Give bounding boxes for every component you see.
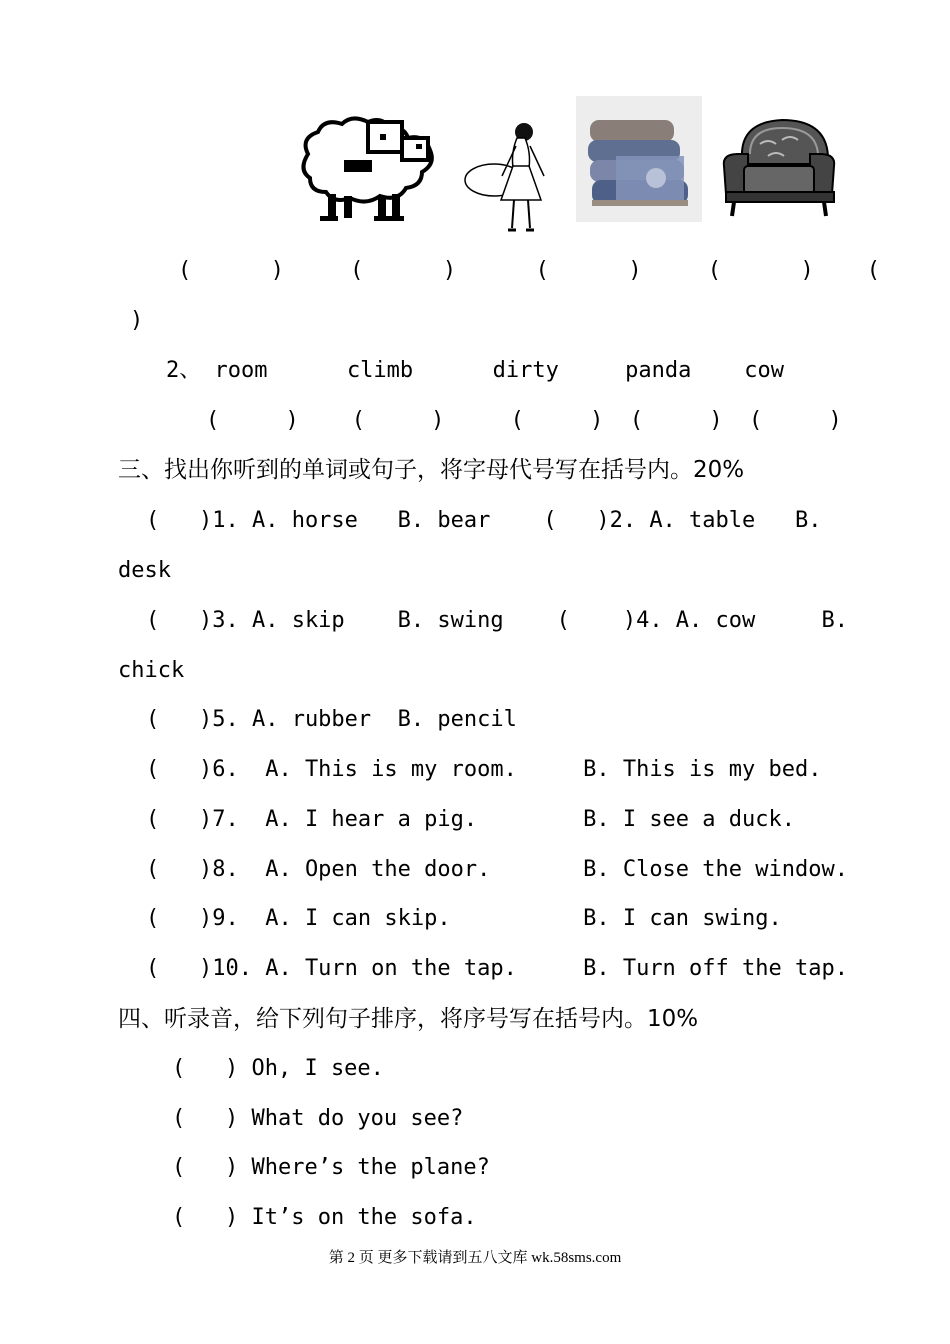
section-3-line-9: ( )9. A. I can skip. B. I can swing. xyxy=(146,906,782,931)
word-list: 2、 room climb dirty panda cow xyxy=(166,358,785,383)
word-answer-brackets: ( ) ( ) ( ) ( ) ( ) xyxy=(206,408,842,433)
section-3-line-7: ( )7. A. I hear a pig. B. I see a duck. xyxy=(146,807,796,832)
section-3-line-5: ( )5. A. rubber B. pencil xyxy=(146,707,517,732)
picture-answer-brackets: ( ) ( ) ( ) ( ) ( xyxy=(178,258,880,283)
towels-picture xyxy=(576,96,702,222)
section-3-line-1: ( )1. A. horse B. bear ( )2. A. table B. xyxy=(146,508,822,533)
section-4-line-3: ( ) Where’s the plane? xyxy=(172,1155,490,1180)
picture-answer-brackets-wrap: ) xyxy=(130,308,144,333)
page-footer: 第 2 页 更多下载请到五八文库 wk.58sms.com xyxy=(328,1250,622,1266)
sofa-picture xyxy=(720,114,838,218)
section-3-line-2: ( )3. A. skip B. swing ( )4. A. cow B. xyxy=(146,608,848,633)
section-3-line-8: ( )8. A. Open the door. B. Close the window. xyxy=(146,857,848,882)
section-3-heading: 三、找出你听到的单词或句子，将字母代号写在括号内。20% xyxy=(118,457,745,483)
section-3-line-6: ( )6. A. This is my room. B. This is my bed. xyxy=(146,757,822,782)
sheep-picture xyxy=(298,116,436,222)
section-4-line-1: ( ) Oh, I see. xyxy=(172,1056,384,1081)
section-3-line-10: ( )10. A. Turn on the tap. B. Turn off the tap. xyxy=(146,956,848,981)
section-4-heading: 四、听录音，给下列句子排序，将序号写在括号内。10% xyxy=(118,1006,699,1032)
section-3-line-2-wrap: chick xyxy=(118,658,185,683)
girl-skipping-picture xyxy=(464,118,554,234)
section-4-line-2: ( ) What do you see? xyxy=(172,1106,464,1131)
section-4-line-4: ( ) It’s on the sofa. xyxy=(172,1205,477,1230)
section-3-line-1-wrap: desk xyxy=(118,558,171,583)
